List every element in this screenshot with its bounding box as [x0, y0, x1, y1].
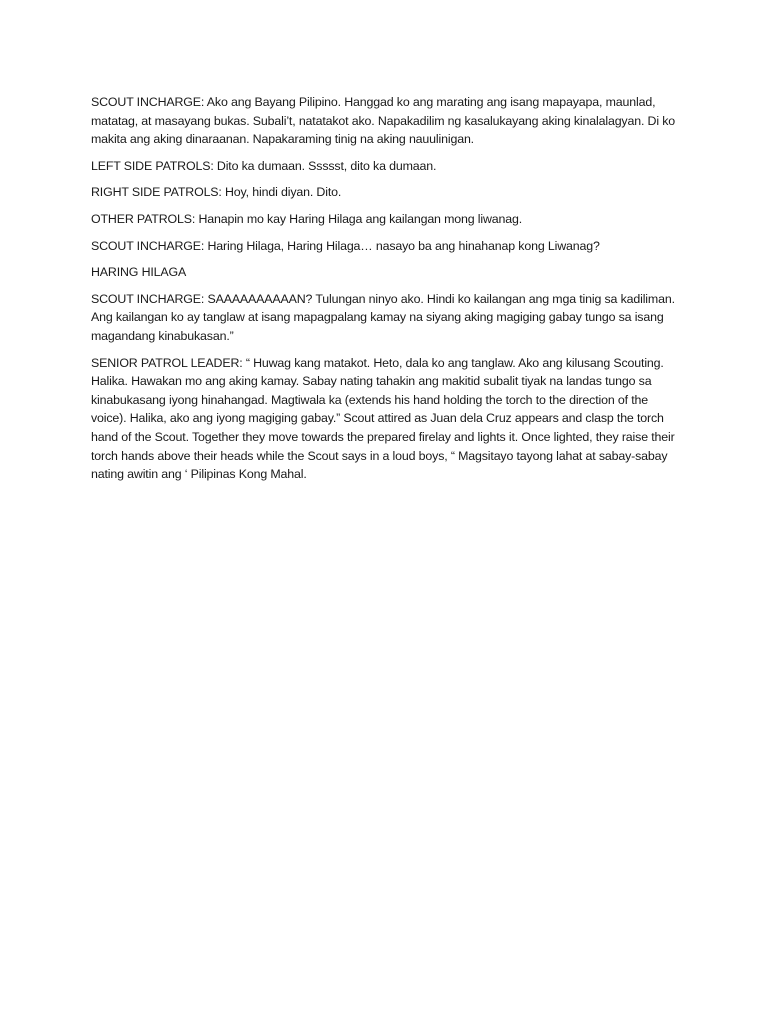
paragraph-scout-incharge-intro: SCOUT INCHARGE: Ako ang Bayang Pilipino. Hanggad ko ang marating ang isang mapayapa, maunlad, matatag, at masayang bukas. Subali’t, natatakot ako. Napakadilim ng kasalukayang aking kinalalagyan. Di ko makita ang aking dinaraanan. Napakaraming tinig na aking nauulinigan.: [91, 95, 676, 147]
document-body: [91, 93, 681, 492]
paragraph-right-side-patrols: RIGHT SIDE PATROLS: Hoy, hindi diyan. Dito.: [91, 185, 342, 200]
paragraph-left-side-patrols: LEFT SIDE PATROLS: Dito ka dumaan. Ssssst, dito ka dumaan.: [91, 158, 437, 173]
paragraph-scout-incharge-plea: SCOUT INCHARGE: SAAAAAAAAAAN? Tulungan ninyo ako. Hindi ko kailangan ang mga tinig sa kadiliman. Ang kailangan ko ay tanglaw at isang mapagpalang kamay na siyang aking magiging gabay tungo sa isang magandang kinabukasan.”: [91, 291, 675, 343]
paragraph-senior-patrol-leader: SENIOR PATROL LEADER: “ Huwag kang matakot. Heto, dala ko ang tanglaw. Ako ang kilusang Scouting. Halika. Hawakan mo ang aking kamay. Sabay nating tahakin ang makitid subalit tiyak na landas tungo sa kinabukasang iyong hinahangad. Magtiwala ka (extends his hand holding the torch to the direction of the voice). Halika, ako ang iyong magiging gabay.” Scout attired as Juan dela Cruz appears and clasp the torch hand of the Scout. Together they move towards the prepared firelay and lights it. Once lighted, they raise their torch hands above their heads while the Scout says in a loud boys, “ Magsitayo tayong lahat at sabay-sabay nating awitin ang ‘ Pilipinas Kong Mahal.: [91, 355, 675, 482]
paragraph-other-patrols: OTHER PATROLS: Hanapin mo kay Haring Hilaga ang kailangan mong liwanag.: [91, 211, 523, 226]
paragraph-scout-incharge-question: SCOUT INCHARGE: Haring Hilaga, Haring Hilaga… nasayo ba ang hinahanap kong Liwanag?: [91, 238, 600, 253]
paragraph-haring-hilaga: HARING HILAGA: [91, 265, 187, 280]
